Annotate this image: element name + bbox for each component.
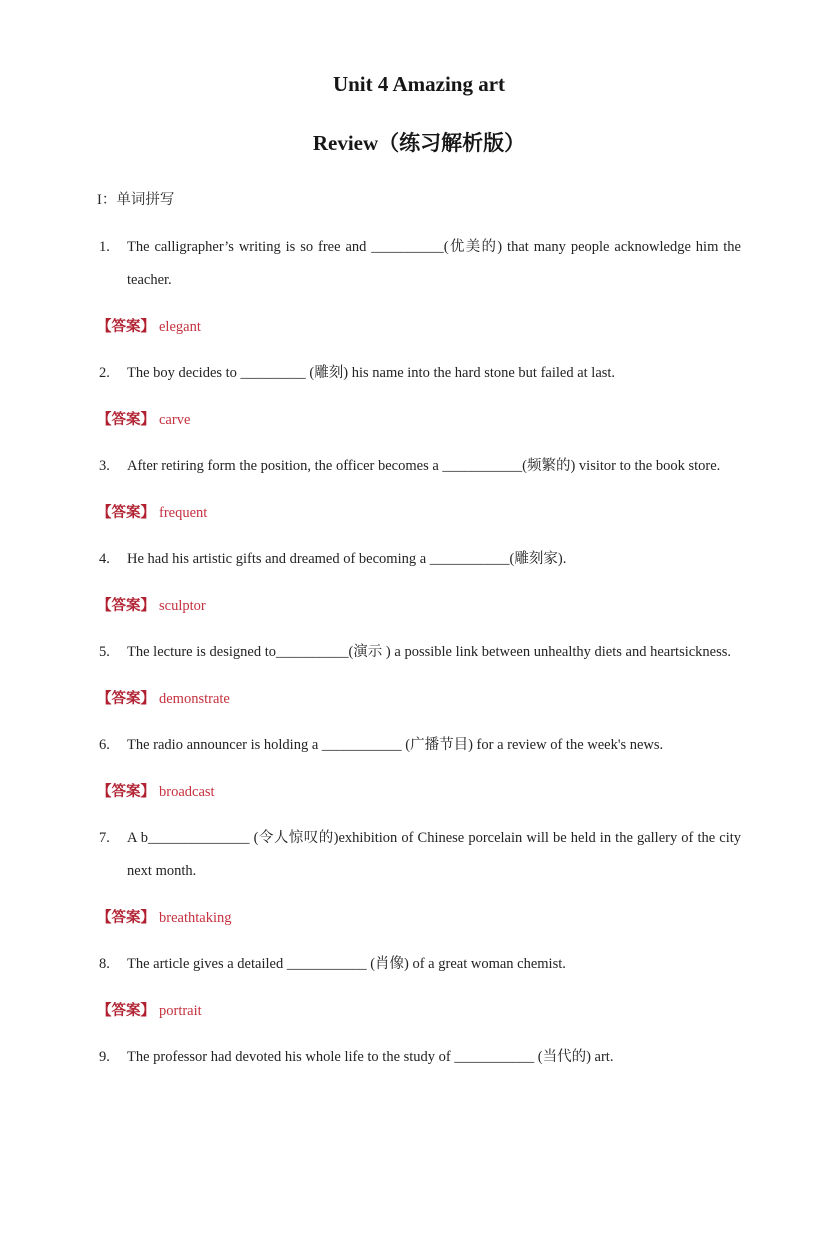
question-number: 2. [99,365,110,381]
question-text [97,729,741,762]
question-item [97,948,741,1028]
answer-text: demonstrate [159,690,230,707]
question-text [97,1041,741,1074]
answer-label: 【答案】 [97,318,155,335]
answer-row [97,902,741,935]
question-sentence: After retiring form the position, the officer becomes a ___________(频繁的) visitor to the book store. [127,458,721,474]
answer-label: 【答案】 [97,783,155,800]
question-text [97,636,741,669]
question-text [97,357,741,390]
answer-label: 【答案】 [97,597,155,614]
question-item [97,729,741,809]
question-item [97,357,741,437]
answer-text: broadcast [159,783,215,800]
answer-label: 【答案】 [97,909,155,926]
question-item [97,450,741,530]
question-sentence: The boy decides to _________ (雕刻) his name into the hard stone but failed at last. [127,365,616,381]
page-title: Unit 4 Amazing art [332,72,506,96]
answer-row [97,683,741,716]
question-number: 4. [99,551,110,567]
question-item [97,543,741,623]
question-item [97,231,741,344]
answer-text: breathtaking [159,909,232,926]
answer-label: 【答案】 [97,1002,155,1019]
question-number: 9. [99,1049,110,1065]
answer-label: 【答案】 [97,690,155,707]
question-sentence: The article gives a detailed ___________ (肖像) of a great woman chemist. [127,956,566,972]
question-sentence: The lecture is designed to__________(演示 ) a possible link between unhealthy diets and heartsickness. [127,644,732,660]
answer-label: 【答案】 [97,411,155,428]
section-heading: I：单词拼写 [97,192,175,208]
question-item [97,1041,741,1074]
question-text [97,450,741,483]
question-item [97,822,741,935]
question-text [97,543,741,576]
answer-row [97,497,741,530]
answer-row [97,311,741,344]
answer-text: elegant [159,318,201,335]
question-number: 6. [99,737,110,753]
question-number: 8. [99,956,110,972]
question-text [97,231,741,297]
question-sentence: He had his artistic gifts and dreamed of becoming a ___________(雕刻家). [127,551,567,567]
question-sentence: A b______________ (令人惊叹的)exhibition of Chinese porcelain will be held in the gallery of the city next month. [127,830,741,879]
question-text [97,822,741,888]
answer-row [97,995,741,1028]
question-number: 7. [99,830,110,846]
answer-text: frequent [159,504,208,521]
question-text [97,948,741,981]
answer-row [97,590,741,623]
answer-label: 【答案】 [97,504,155,521]
page-subtitle: Review（练习解析版） [312,131,526,155]
document-page [0,70,827,1239]
question-number: 1. [99,239,110,255]
question-sentence: The calligrapher’s writing is so free and __________(优美的) that many people acknowledge him the teacher. [127,239,741,288]
answer-text: sculptor [159,597,206,614]
answer-text: carve [159,411,191,428]
question-item [97,636,741,716]
question-number: 3. [99,458,110,474]
question-sentence: The professor had devoted his whole life to the study of ___________ (当代的) art. [127,1049,614,1065]
answer-row [97,776,741,809]
question-number: 5. [99,644,110,660]
answer-text: portrait [159,1002,202,1019]
question-sentence: The radio announcer is holding a ___________ (广播节目) for a review of the week's news. [127,737,664,753]
answer-row [97,404,741,437]
